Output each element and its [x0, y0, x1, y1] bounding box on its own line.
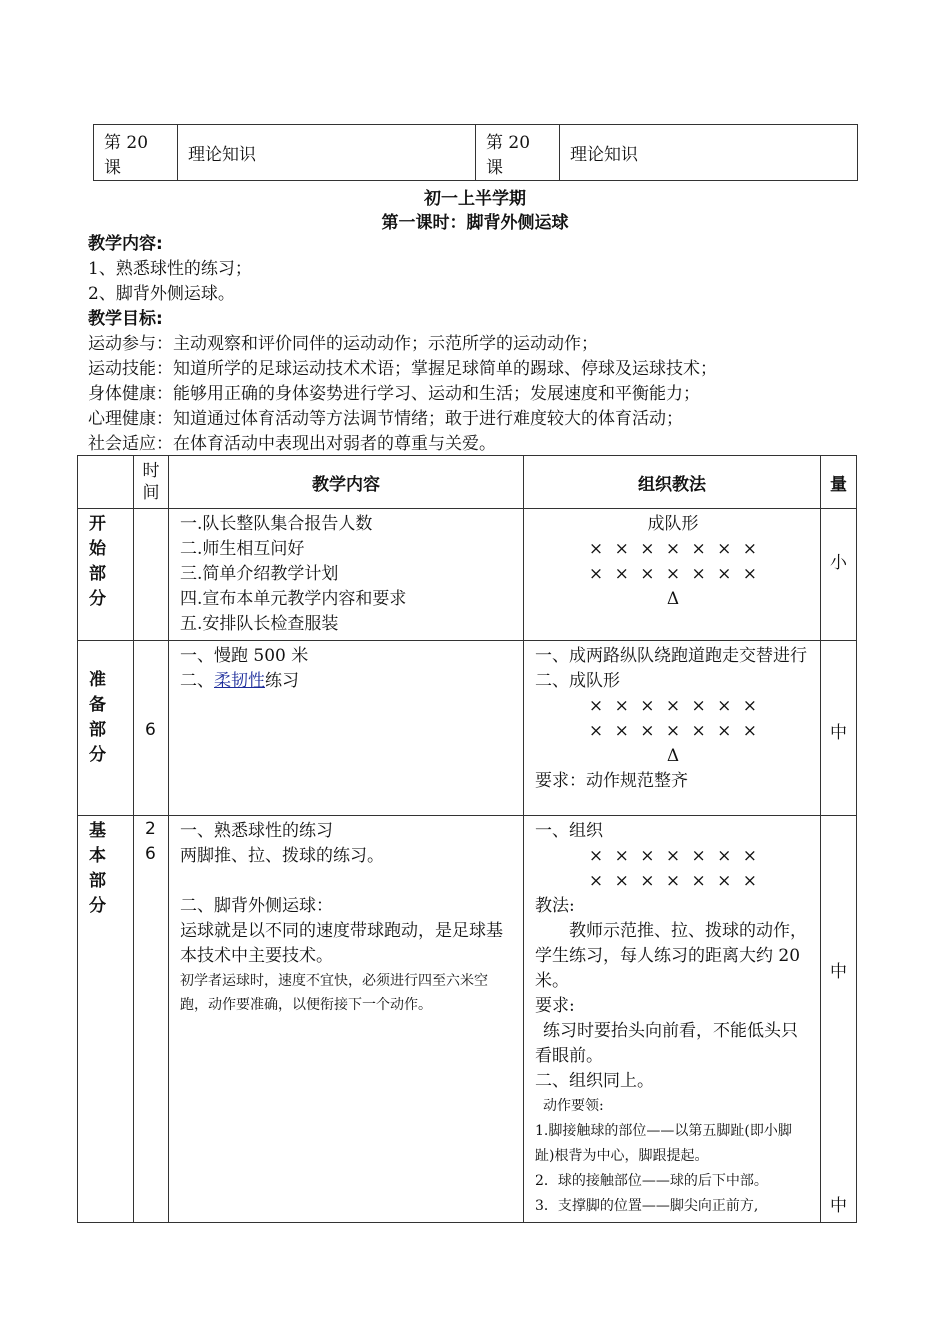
lesson-title: 第一课时：脚背外侧运球	[381, 213, 569, 233]
segment-label: 开始部分	[89, 514, 106, 609]
method-line: 一、成两路纵队绕跑道跑走交替进行	[535, 646, 807, 666]
method-title: 成队形	[647, 514, 699, 534]
method-line: 二、成队形	[535, 671, 620, 691]
amount-value: 中	[830, 962, 847, 982]
content-line: 一、慢跑 500 米	[180, 646, 309, 666]
method-cell	[524, 509, 821, 641]
amount-cell	[821, 509, 857, 641]
table-row	[78, 816, 857, 1223]
left-lesson-topic: 理论知识	[178, 125, 476, 181]
method-line: 动作要领:	[543, 1098, 604, 1114]
segment-header	[78, 456, 134, 509]
amount-header: 量	[821, 456, 857, 509]
teacher-marker: Δ	[666, 589, 680, 609]
content-line: 二、脚背外侧运球：	[180, 896, 333, 916]
segment-cell	[78, 816, 134, 1223]
content-line	[180, 669, 514, 694]
teacher-marker: Δ	[666, 746, 680, 766]
content-line: 运球就是以不同的速度带球跑动，是足球基本技术中主要技术。	[180, 921, 503, 966]
amount-cell	[821, 641, 857, 816]
content-line: 二.师生相互问好	[180, 539, 305, 559]
method-line: 练习时要抬头向前看，不能低头只看眼前。	[535, 1021, 798, 1066]
formation-row: × × × × × × ×	[588, 871, 758, 891]
method-requirement: 要求：动作规范整齐	[535, 771, 688, 791]
time-cell	[134, 816, 169, 1223]
lesson-table	[77, 455, 857, 1223]
segment-label: 基本部分	[89, 821, 106, 916]
goal-item: 社会适应：在体育活动中表现出对弱者的尊重与关爱。	[88, 434, 496, 454]
content-note: 初学者运球时，速度不宜快，必须进行四至六米空跑，动作要准确，以便衔接下一个动作。	[180, 973, 488, 1013]
method-line: 教师示范推、拉、拨球的动作，学生练习，每人练习的距离大约 20 米。	[535, 921, 807, 991]
formation-row: × × × × × × ×	[588, 721, 758, 741]
lesson-header-table	[93, 124, 858, 181]
content-line	[180, 869, 514, 894]
method-line: 教法:	[535, 896, 575, 916]
time-value: 6	[145, 720, 156, 740]
amount-value: 小	[830, 553, 847, 573]
content-line: 三.简单介绍教学计划	[180, 564, 339, 584]
goal-item: 运动技能：知道所学的足球运动技术术语；掌握足球简单的踢球、停球及运球技术；	[88, 359, 717, 379]
segment-label: 准备部分	[89, 670, 106, 765]
right-lesson-topic: 理论知识	[560, 125, 858, 181]
segment-cell	[78, 641, 134, 816]
method-header: 组织教法	[524, 456, 821, 509]
content-line: 四.宣布本单元教学内容和要求	[180, 589, 407, 609]
time-cell	[134, 509, 169, 641]
table-header-row	[78, 456, 857, 509]
method-line: 1.脚接触球的部位——以第五脚趾(即小脚趾)根背为中心，脚跟提起。	[535, 1123, 792, 1164]
time-header	[134, 456, 169, 509]
table-row	[78, 509, 857, 641]
flexibility-link[interactable]: 柔韧性	[214, 671, 265, 691]
content-line: 五.安排队长检查服装	[180, 614, 339, 634]
goals-heading: 教学目标:	[88, 309, 163, 329]
content-item: 1、熟悉球性的练习；	[88, 259, 252, 279]
content-cell	[169, 816, 524, 1223]
formation-row: × × × × × × ×	[588, 846, 758, 866]
content-suffix: 练习	[265, 671, 299, 691]
content-prefix: 二、	[180, 671, 214, 691]
goal-item: 心理健康：知道通过体育活动等方法调节情绪；敢于进行难度较大的体育活动；	[88, 409, 683, 429]
content-cell	[169, 509, 524, 641]
time-header-label: 时间	[142, 461, 160, 503]
method-line: 2．球的接触部位——球的后下中部。	[535, 1173, 768, 1189]
amount-value: 中	[830, 1196, 847, 1216]
time-cell	[134, 641, 169, 816]
amount-cell	[821, 816, 857, 1223]
goal-item: 运动参与：主动观察和评价同伴的运动动作；示范所学的运动动作；	[88, 334, 598, 354]
method-cell	[524, 641, 821, 816]
content-cell	[169, 641, 524, 816]
content-line: 两脚推、拉、拨球的练习。	[180, 846, 384, 866]
content-header: 教学内容	[169, 456, 524, 509]
time-value: 26	[145, 819, 156, 864]
method-line: 要求:	[535, 996, 575, 1016]
method-cell	[524, 816, 821, 1223]
formation-row: × × × × × × ×	[588, 696, 758, 716]
method-line: 二、组织同上。	[535, 1071, 654, 1091]
lesson-overview	[88, 232, 908, 457]
left-lesson-number: 第 20 课	[94, 125, 178, 181]
segment-cell	[78, 509, 134, 641]
term-title: 初一上半学期	[424, 189, 526, 209]
table-row	[78, 641, 857, 816]
right-lesson-number: 第 20 课	[476, 125, 560, 181]
content-heading: 教学内容:	[88, 234, 163, 254]
method-line: 一、组织	[535, 821, 603, 841]
formation-row: × × × × × × ×	[588, 564, 758, 584]
method-line: 3．支撑脚的位置——脚尖向正前方,	[535, 1198, 759, 1214]
amount-value: 中	[830, 723, 847, 743]
content-item: 2、脚背外侧运球。	[88, 284, 235, 304]
goal-item: 身体健康：能够用正确的身体姿势进行学习、运动和生活；发展速度和平衡能力；	[88, 384, 700, 404]
formation-row: × × × × × × ×	[588, 539, 758, 559]
content-line: 一.队长整队集合报告人数	[180, 514, 373, 534]
content-line: 一、熟悉球性的练习	[180, 821, 333, 841]
